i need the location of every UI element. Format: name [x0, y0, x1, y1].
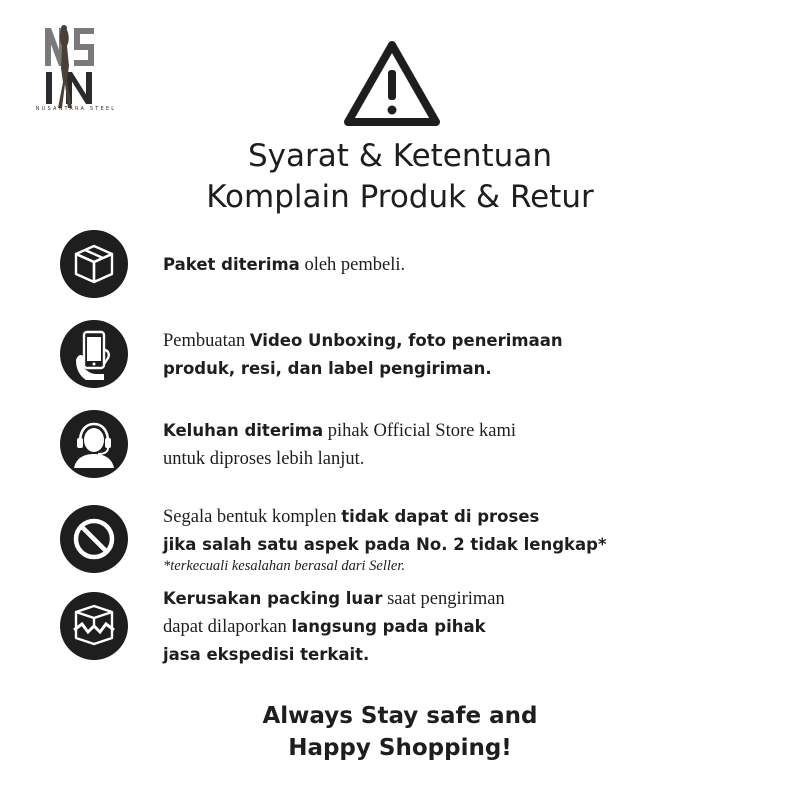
step-5-text-bold: Kerusakan packing luar — [163, 589, 383, 608]
step-4-text — [163, 503, 763, 574]
title-line-1: Syarat & Ketentuan — [248, 138, 552, 174]
step-4-line-1 — [163, 503, 763, 531]
step-1-line-1 — [163, 251, 763, 279]
step-5-line-3 — [163, 641, 763, 668]
step-2-text-bold: Video Unboxing, foto penerimaan — [249, 331, 563, 350]
step-2-text — [163, 327, 763, 382]
step-1-text — [163, 251, 763, 279]
step-4-text-bold: tidak dapat di proses — [341, 507, 540, 526]
step-3-line-1 — [163, 417, 763, 445]
brand-tagline: NUSANTARA STEEL — [35, 106, 117, 112]
step-4-note: *terkecuali kesalahan berasal dari Seller. — [163, 558, 406, 574]
title-line-2: Komplain Produk & Retur — [206, 179, 594, 215]
step-1-text-serif: oleh pembeli. — [299, 255, 406, 275]
step-5-text-serif-2: dapat dilaporkan — [163, 617, 292, 637]
step-5-text-bold-3: jasa ekspedisi terkait. — [163, 645, 370, 664]
step-4-line-2 — [163, 531, 763, 558]
step-5-text-bold-2: langsung pada pihak — [291, 617, 486, 636]
warning-triangle-icon — [343, 40, 441, 128]
page-title — [0, 136, 800, 218]
step-4-text-serif: Segala bentuk komplen — [163, 507, 342, 527]
step-2-line-2 — [163, 355, 763, 382]
footer-line-1: Always Stay safe and — [262, 703, 538, 729]
customer-service-icon — [60, 410, 128, 478]
step-3-line-2 — [163, 445, 763, 473]
package-box-icon — [60, 230, 128, 298]
step-5-line-2 — [163, 613, 763, 641]
step-3-text-serif: pihak Official Store kami — [323, 421, 516, 441]
smartphone-hand-icon — [60, 320, 128, 388]
step-5-line-1 — [163, 585, 763, 613]
step-3-text-bold: Keluhan diterima — [163, 421, 324, 440]
step-2-line-1 — [163, 327, 763, 355]
step-5-text — [163, 585, 763, 668]
step-3-text-serif-2: untuk diproses lebih lanjut. — [163, 449, 365, 469]
step-4-text-bold-2: jika salah satu aspek pada No. 2 tidak lengkap* — [163, 535, 607, 554]
step-1-text-bold: Paket diterima — [163, 255, 300, 274]
footer-line-2: Happy Shopping! — [288, 735, 512, 761]
step-5-text-serif: saat pengiriman — [382, 589, 505, 609]
step-3-text — [163, 417, 763, 473]
footer-message — [0, 700, 800, 764]
brand-logo — [32, 22, 128, 118]
step-2-text-serif: Pembuatan — [163, 331, 250, 351]
damaged-package-icon — [60, 592, 128, 660]
step-2-text-bold-2: produk, resi, dan label pengiriman. — [163, 359, 492, 378]
prohibited-icon — [60, 505, 128, 573]
